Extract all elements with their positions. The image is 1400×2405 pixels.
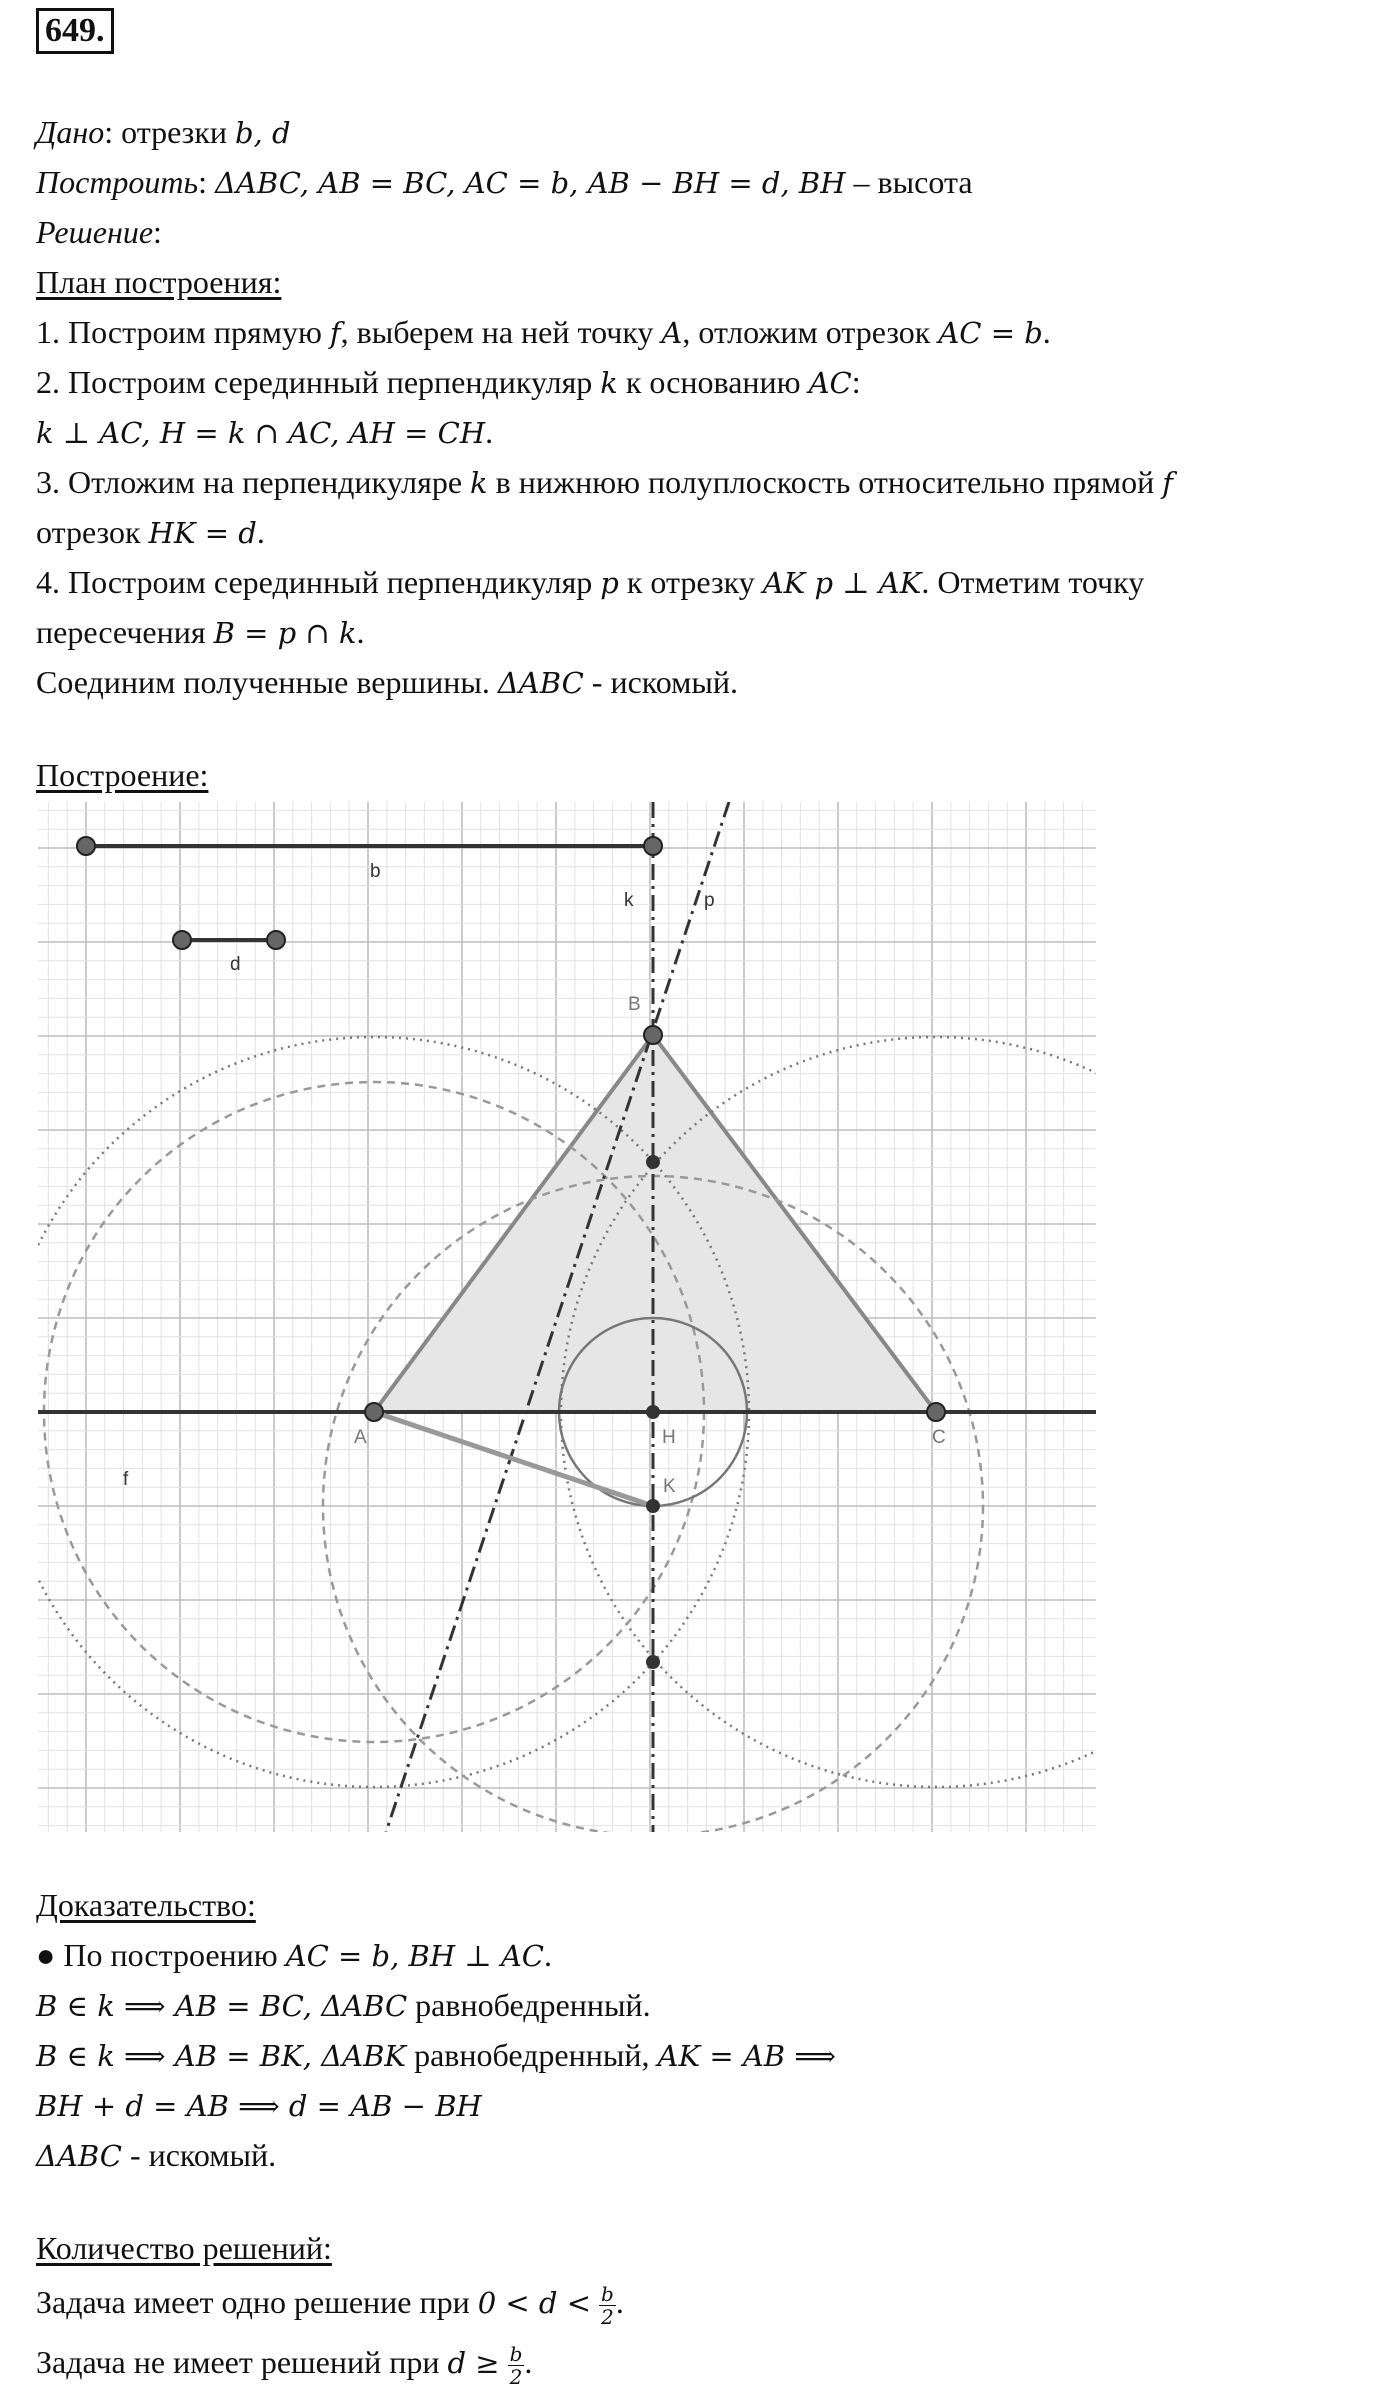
point-b	[644, 1026, 662, 1044]
point-k	[646, 1499, 660, 1513]
proof-line: BH + d = AB ⟹ d = AB − BH	[36, 2089, 482, 2123]
label-b: b	[370, 861, 381, 882]
point	[646, 1655, 660, 1669]
point	[267, 931, 285, 949]
proof-line: ΔABC - искомый.	[36, 2137, 277, 2173]
plan-step: 2. Построим серединный перпендикуляр k к основанию AC:	[36, 364, 861, 400]
label-point-a: A	[354, 1427, 367, 1448]
proof-line: ● По построению AC = b, BH ⊥ AC.	[36, 1937, 552, 1973]
proof-line: B ∈ k ⟹ AB = BK, ΔABK равнобедренный, AK = AB ⟹	[36, 2037, 836, 2073]
construction-title: Построение:	[36, 757, 209, 793]
count-line-2: Задача не имеет решений при d ≥ $\frac{b}{2}$ .	[36, 2342, 533, 2390]
plan-step: 3. Отложим на перпендикуляре k в нижнюю полуплоскость относительно прямой f	[36, 464, 1173, 500]
construct-label: Построить	[36, 164, 199, 200]
label-point-b: B	[628, 994, 641, 1015]
fraction: $\frac{b}{2}$	[509, 2342, 523, 2390]
label-f: f	[123, 1469, 129, 1490]
construct-line: Построить: ΔABC, AB = BC, AC = b, AB − BH = d, BH – высота	[36, 164, 973, 200]
given-label: Дано	[36, 114, 105, 150]
given-line: Дано: отрезки b, d	[36, 114, 291, 150]
point	[77, 837, 95, 855]
label-point-k: K	[663, 1476, 676, 1497]
point-h	[646, 1405, 660, 1419]
count-line-1: Задача имеет одно решение при 0 < d < $\frac{b}{2}$ .	[36, 2282, 624, 2330]
label-p: p	[704, 890, 715, 911]
label-k: k	[624, 890, 634, 911]
construction-figure	[38, 802, 1096, 1832]
plan-step: 1. Построим прямую f, выберем на ней точку A, отложим отрезок AC = b.	[36, 314, 1051, 350]
plan-step: k ⊥ AC, H = k ∩ AC, AH = CH.	[36, 414, 494, 450]
point	[173, 931, 191, 949]
fraction: $\frac{b}{2}$	[601, 2282, 614, 2330]
label-point-c: C	[932, 1427, 946, 1448]
point-a	[365, 1403, 383, 1421]
count-title: Количество решений:	[36, 2230, 332, 2266]
point	[644, 837, 662, 855]
plan-title: План построения:	[36, 264, 282, 300]
problem-number: 649.	[36, 8, 114, 54]
proof-title: Доказательство:	[36, 1887, 256, 1923]
solution-line: Решение:	[36, 214, 162, 250]
plan-step: 4. Построим серединный перпендикуляр p к отрезку AK p ⊥ AK. Отметим точку	[36, 564, 1145, 600]
label-d: d	[230, 954, 241, 975]
point-c	[927, 1403, 945, 1421]
solution-label: Решение	[36, 214, 154, 250]
plan-step: отрезок HK = d.	[36, 514, 265, 550]
label-point-h: H	[662, 1427, 676, 1448]
proof-line: B ∈ k ⟹ AB = BC, ΔABC равнобедренный.	[36, 1987, 651, 2023]
segment-ak	[374, 1412, 653, 1506]
plan-step: пересечения B = p ∩ k.	[36, 614, 365, 650]
point	[646, 1155, 660, 1169]
plan-step: Соединим полученные вершины. ΔABC - искомый.	[36, 664, 738, 700]
